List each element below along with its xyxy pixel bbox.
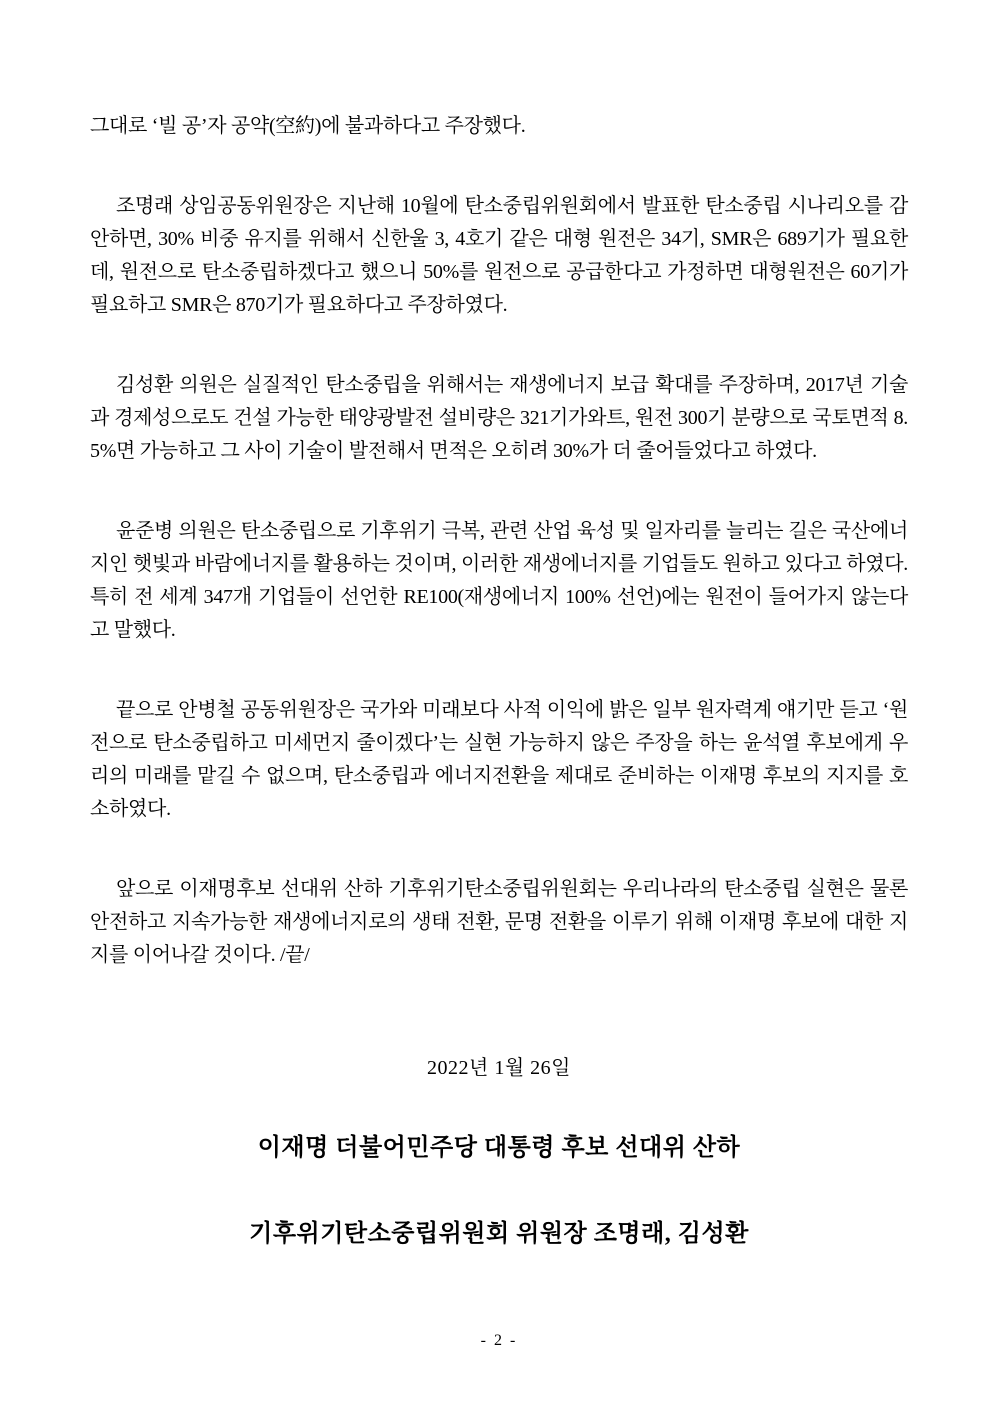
- document-date: 2022년 1월 26일: [427, 1057, 571, 1079]
- signature-line-1: 이재명 더불어민주당 대통령 후보 선대위 산하: [257, 1135, 741, 1161]
- paragraph-cho-myung-rae: 조명래 상임공동위원장은 지난해 10월에 탄소중립위원회에서 발표한 탄소중립 시나리오를 감안하면, 30% 비중 유지를 위해서 신한울 3, 4호기 같은 대형 원전은 34기, SMR은 689기가 필요한데, 원전으로 탄소중립하겠다고 했으니 50%를 원전으로 공급한다고 가정하면 대형원전은 60기가 필요하고 SMR은 870기가 필요하다고 주장하였다.: [90, 195, 908, 316]
- paragraph-continuation: 그대로 ‘빌 공’자 공약(空約)에 불과하다고 주장했다.: [90, 115, 526, 137]
- document-content: [90, 110, 908, 1352]
- paragraph-closing: 앞으로 이재명후보 선대위 산하 기후위기탄소중립위원회는 우리나라의 탄소중립 실현은 물론 안전하고 지속가능한 재생에너지로의 생태 전환, 문명 전환을 이루기 위해 이재명 후보에 대한 지지를 이어나갈 것이다. /끝/: [90, 878, 908, 966]
- paragraph-kim-sung-hwan: 김성환 의원은 실질적인 탄소중립을 위해서는 재생에너지 보급 확대를 주장하며, 2017년 기술과 경제성으로도 건설 가능한 태양광발전 설비량은 321기가와트, 원전 300기 분량으로 국토면적 8.5%면 가능하고 그 사이 기술이 발전해서 면적은 오히려 30%가 더 줄어들었다고 하였다.: [90, 374, 908, 462]
- page-number: - 2 -: [480, 1332, 518, 1349]
- paragraph-ahn-byung-chul: 끝으로 안병철 공동위원장은 국가와 미래보다 사적 이익에 밝은 일부 원자력계 얘기만 듣고 ‘원전으로 탄소중립하고 미세먼지 줄이겠다’는 실현 가능하지 않은 주장을 하는 윤석열 후보에게 우리의 미래를 맡길 수 없으며, 탄소중립과 에너지전환을 제대로 준비하는 이재명 후보의 지지를 호소하였다.: [90, 699, 908, 820]
- paragraph-yoon-jun-byeong: 윤준병 의원은 탄소중립으로 기후위기 극복, 관련 산업 육성 및 일자리를 늘리는 길은 국산에너지인 햇빛과 바람에너지를 활용하는 것이며, 이러한 재생에너지를 기업들도 원하고 있다고 하였다. 특히 전 세계 347개 기업들이 선언한 RE100(재생에너지 100% 선언)에는 원전이 들어가지 않는다고 말했다.: [90, 520, 908, 641]
- signature-line-2: 기후위기탄소중립위원회 위원장 조명래, 김성환: [249, 1221, 749, 1247]
